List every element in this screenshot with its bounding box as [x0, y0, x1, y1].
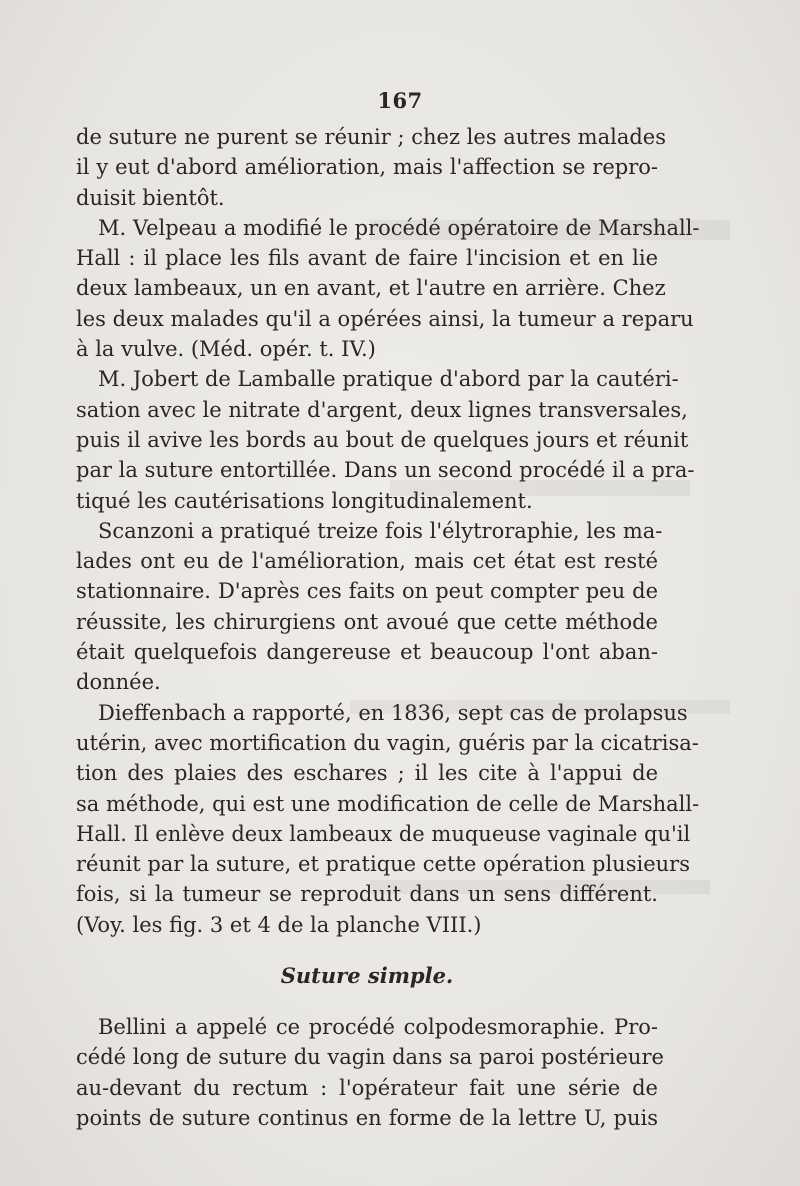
text-line: M. Velpeau a modifié le procédé opératoire de Marshall-: [98, 215, 700, 240]
section-heading: Suture simple.: [280, 963, 454, 989]
paragraph: [76, 364, 695, 515]
paragraph: [76, 516, 663, 698]
text-line: duisit bientôt.: [76, 185, 225, 210]
text-line: sation avec le nitrate d'argent, deux lignes transversales,: [76, 397, 688, 422]
text-line: à la vulve. (Méd. opér. t. IV.): [76, 337, 376, 362]
text-line: stationnaire. D'après ces faits on peut compter peu de: [76, 579, 658, 604]
text-line: Bellini a appelé ce procédé colpodesmoraphie. Pro-: [98, 1015, 658, 1040]
text-line: M. Jobert de Lamballe pratique d'abord par la cautéri-: [98, 367, 679, 392]
text-line: fois, si la tumeur se reproduit dans un sens différent.: [76, 882, 658, 907]
text-line: réunit par la suture, et pratique cette opération plusieurs: [76, 852, 690, 877]
paragraph: [76, 213, 700, 364]
text-line: au-devant du rectum : l'opérateur fait une série de: [76, 1075, 658, 1100]
text-line: donnée.: [76, 670, 161, 695]
text-line: était quelquefois dangereuse et beaucoup l'ont aban-: [76, 640, 658, 665]
page-number: 167: [377, 88, 423, 113]
text-line: lades ont eu de l'amélioration, mais cet état est resté: [76, 549, 658, 574]
text-line: tion des plaies des eschares ; il les cite à l'appui de: [76, 761, 658, 786]
text-line: tiqué les cautérisations longitudinalement.: [76, 488, 533, 513]
text-line: Hall. Il enlève deux lambeaux de muqueuse vaginale qu'il: [76, 821, 691, 846]
paragraph: [76, 122, 666, 213]
text-line: de suture ne purent se réunir ; chez les autres malades: [76, 125, 666, 149]
text-line: les deux malades qu'il a opérées ainsi, la tumeur a reparu: [76, 306, 694, 331]
text-line: Scanzoni a pratiqué treize fois l'élytroraphie, les ma-: [98, 518, 663, 543]
paragraph: [76, 1012, 664, 1133]
text-line: utérin, avec mortification du vagin, guéris par la cicatrisa-: [76, 730, 699, 755]
text-line: par la suture entortillée. Dans un second procédé il a pra-: [76, 458, 695, 483]
text-line: sa méthode, qui est une modification de celle de Marshall-: [76, 791, 700, 816]
text-line: (Voy. les fig. 3 et 4 de la planche VIII.): [76, 912, 482, 937]
paragraph: [76, 698, 700, 940]
text-line: puis il avive les bords au bout de quelques jours et réunit: [76, 427, 689, 452]
text-line: Dieffenbach a rapporté, en 1836, sept cas de prolapsus: [98, 700, 688, 725]
text-line: il y eut d'abord amélioration, mais l'affection se repro-: [76, 155, 658, 180]
text-line: points de suture continus en forme de la lettre U, puis: [76, 1105, 658, 1130]
text-line: Hall : il place les fils avant de faire l'incision et en lie: [76, 246, 658, 271]
text-line: cédé long de suture du vagin dans sa paroi postérieure: [76, 1045, 664, 1070]
text-line: deux lambeaux, un en avant, et l'autre en arrière. Chez: [76, 276, 666, 301]
text-line: réussite, les chirurgiens ont avoué que cette méthode: [76, 609, 658, 634]
text-body: [76, 122, 700, 1133]
